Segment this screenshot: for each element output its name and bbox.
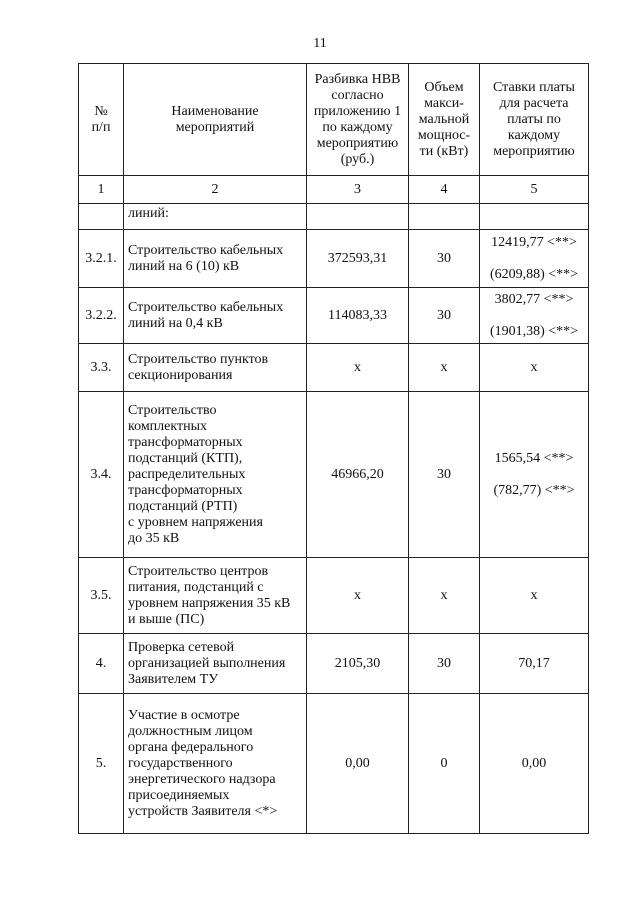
header-cell: № п/п <box>79 64 124 176</box>
header-cell: Объем макси- мальной мощнос- ти (кВт) <box>409 64 480 176</box>
item-number: 3.2.2. <box>79 288 124 344</box>
table-row <box>79 344 589 392</box>
item-number: 3.3. <box>79 344 124 392</box>
item-name: Строительство кабельных линий на 0,4 кВ <box>124 288 307 344</box>
column-number: 5 <box>480 176 589 204</box>
rate-cell <box>480 558 589 634</box>
header-cell: Разбивка НВВ согласно приложению 1 по каждому мероприятию (руб.) <box>307 64 409 176</box>
item-name: Участие в осмотре должностным лицом органа федерального государственного энергетического надзора присоединяемых устройств Заявителя <*> <box>124 694 307 834</box>
column-number: 1 <box>79 176 124 204</box>
table-row <box>79 634 589 694</box>
table-body <box>79 204 589 834</box>
rate-value: 70,17 <box>518 655 550 671</box>
tariff-table <box>78 63 589 834</box>
rate-cell <box>480 230 589 288</box>
nvv-value: x <box>307 344 409 392</box>
rate-value: 3802,77 <**> <box>494 291 574 307</box>
nvv-value: 114083,33 <box>307 288 409 344</box>
rate-value: (782,77) <**> <box>493 482 575 498</box>
item-name: Строительство комплектных трансформаторных подстанций (КТП), распределительных трансформаторных подстанций (РТП) с уровнем напряжения до 35 кВ <box>124 392 307 558</box>
rate-value: (1901,38) <**> <box>489 323 579 339</box>
page-number: 11 <box>313 36 327 51</box>
max-power-value: 30 <box>409 230 480 288</box>
rate-value: x <box>530 587 538 603</box>
nvv-value: 0,00 <box>307 694 409 834</box>
item-name: линий: <box>124 204 307 230</box>
rate-cell <box>480 204 589 230</box>
max-power-value: 0 <box>409 694 480 834</box>
nvv-value: 372593,31 <box>307 230 409 288</box>
nvv-value: 46966,20 <box>307 392 409 558</box>
table-row <box>79 558 589 634</box>
header-row <box>79 64 589 176</box>
table-row <box>79 694 589 834</box>
rate-value: 12419,77 <**> <box>491 234 577 250</box>
rate-value: (6209,88) <**> <box>489 266 579 282</box>
item-number: 3.4. <box>79 392 124 558</box>
item-number <box>79 204 124 230</box>
max-power-value: 30 <box>409 288 480 344</box>
table-row <box>79 288 589 344</box>
nvv-value: 2105,30 <box>307 634 409 694</box>
rate-cell <box>480 392 589 558</box>
column-number: 4 <box>409 176 480 204</box>
item-number: 3.2.1. <box>79 230 124 288</box>
rate-cell <box>480 634 589 694</box>
table-row <box>79 204 589 230</box>
max-power-value: 30 <box>409 392 480 558</box>
item-name: Строительство центров питания, подстанций с уровнем напряжения 35 кВ и выше (ПС) <box>124 558 307 634</box>
rate-value: 1565,54 <**> <box>494 450 574 466</box>
nvv-value <box>307 204 409 230</box>
table-row <box>79 392 589 558</box>
item-name: Строительство пунктов секционирования <box>124 344 307 392</box>
column-number: 3 <box>307 176 409 204</box>
item-name: Проверка сетевой организацией выполнения Заявителем ТУ <box>124 634 307 694</box>
header-cell: Ставки платы для расчета платы по каждому мероприятию <box>480 64 589 176</box>
item-number: 3.5. <box>79 558 124 634</box>
item-name: Строительство кабельных линий на 6 (10) кВ <box>124 230 307 288</box>
rate-cell <box>480 288 589 344</box>
column-number: 2 <box>124 176 307 204</box>
rate-value: x <box>530 359 538 375</box>
item-number: 4. <box>79 634 124 694</box>
rate-cell <box>480 694 589 834</box>
table-row <box>79 230 589 288</box>
nvv-value: x <box>307 558 409 634</box>
max-power-value <box>409 204 480 230</box>
rate-cell <box>480 344 589 392</box>
column-number-row <box>79 176 589 204</box>
rate-value: 0,00 <box>521 755 547 771</box>
max-power-value: 30 <box>409 634 480 694</box>
max-power-value: x <box>409 344 480 392</box>
max-power-value: x <box>409 558 480 634</box>
item-number: 5. <box>79 694 124 834</box>
header-cell: Наименование мероприятий <box>124 64 307 176</box>
